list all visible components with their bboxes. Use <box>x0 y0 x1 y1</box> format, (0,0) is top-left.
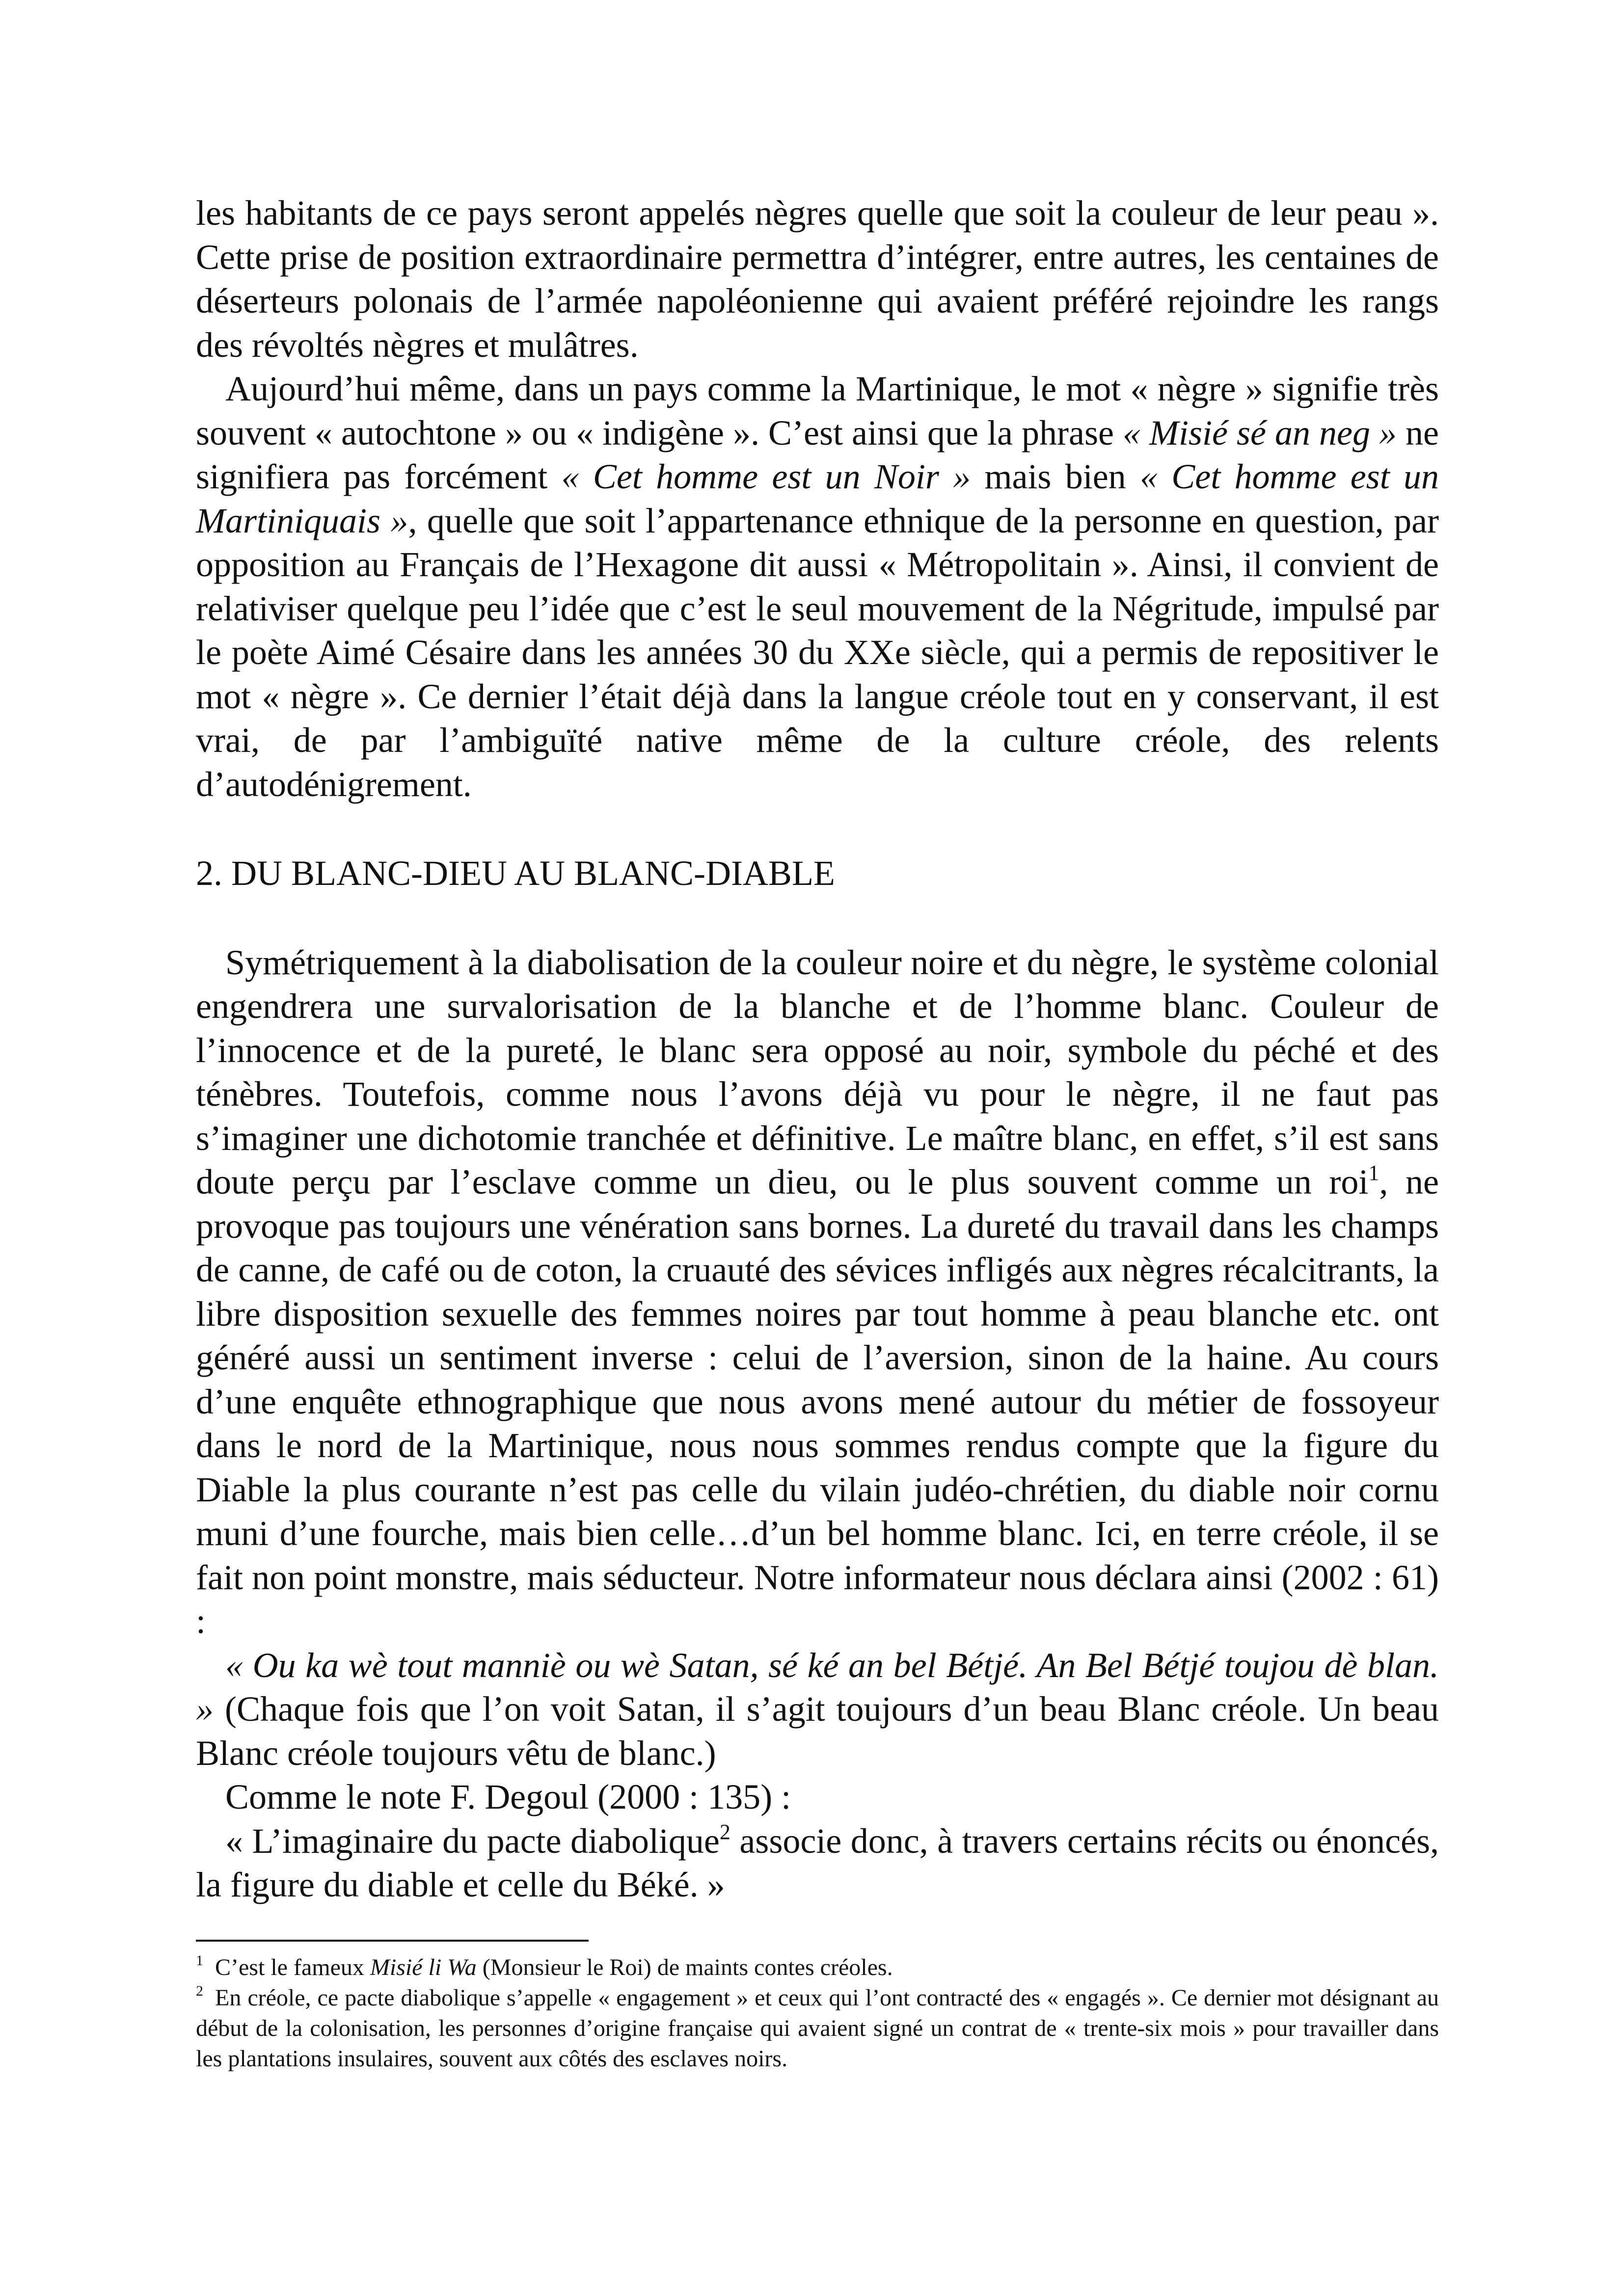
paragraph-1: les habitants de ce pays seront appelés nègres quelle que soit la couleur de leur peau ». Cette prise de position extraordinaire permettra d’intégrer, entre autres, les centaines de déserteurs polonais de l’armée napoléonienne qui avaient préféré rejoindre les rangs des révoltés nègres et mulâtres. <box>196 193 1439 365</box>
paragraph-2-text-2: ne signifiera pas forcément <box>196 413 1439 496</box>
footnotes <box>196 1940 1439 2074</box>
footnote-rule <box>196 1940 589 1942</box>
section-heading: 2. DU BLANC-DIEU AU BLANC-DIABLE <box>196 854 835 893</box>
footnote-1-text-2: (Monsieur le Roi) de maints contes créoles. <box>476 1954 893 1980</box>
informant-quote: « Ou ka wè tout manniè ou wè Satan, sé ké an bel Bétjé. An Bel Bétjé toujou dè blan. » <box>196 1645 1439 1729</box>
paragraph-6 <box>196 1819 1439 1907</box>
translation-martiniquais: « Cet homme est un Martiniquais » <box>196 457 1439 540</box>
quote-translation: (Chaque fois que l’on voit Satan, il s’agit toujours d’un beau Blanc créole. Un beau Blanc créole toujours vêtu de blanc.) <box>196 1689 1439 1773</box>
paragraph-3 <box>196 941 1439 1644</box>
footnote-ref-1: 1 <box>1368 1161 1380 1185</box>
paragraph-2-text-4: , quelle que soit l’appartenance ethnique de la personne en question, par opposition au Français de l’Hexagone dit aussi « Métropolitain ». Ainsi, il convient de relativiser quelque peu l’idée que c’est le seul mouvement de la Négritude, impulsé par le poète Aimé Césaire dans les années 30 du XXe siècle, qui a permis de repositiver le mot « nègre ». Ce dernier l’était déjà dans la langue créole tout en y conservant, il est vrai, de par l’ambiguïté native même de la culture créole, des relents d’autodénigrement. <box>196 501 1439 804</box>
paragraph-6-text-1: « L’imaginaire du pacte diabolique <box>225 1821 720 1861</box>
paragraph-4 <box>196 1644 1439 1776</box>
footnote-1-title: Misié li Wa <box>370 1954 477 1980</box>
footnote-number: 2 <box>196 1983 203 1999</box>
footnote-2 <box>196 1983 1439 2074</box>
footnote-1-text-1: C’est le fameux <box>215 1954 370 1980</box>
paragraph-6-text-2: associe donc, à travers certains récits ou énoncés, la figure du diable et celle du Béké. » <box>196 1821 1439 1904</box>
paragraph-2-text-1: Aujourd’hui même, dans un pays comme la Martinique, le mot « nègre » signifie très souvent « autochtone » ou « indigène ». C’est ainsi que la phrase <box>196 369 1439 453</box>
footnote-number: 1 <box>196 1952 203 1969</box>
footnote-1 <box>196 1952 1439 1983</box>
paragraph-2-text-3: mais bien <box>971 457 1140 496</box>
creole-phrase: « Misié sé an neg » <box>1122 413 1397 453</box>
paragraph-3-text-2: , ne provoque pas toujours une vénération sans bornes. La dureté du travail dans les champs de canne, de café ou de coton, la cruauté des sévices infligés aux nègres récalcitrants, la libre disposition sexuelle des femmes noires par tout homme à peau blanche etc. ont généré aussi un sentiment inverse : celui de l’aversion, sinon de la haine. Au cours d’une enquête ethnographique que nous avons mené autour du métier de fossoyeur dans le nord de la Martinique, nous nous sommes rendus compte que la figure du Diable la plus courante n’est pas celle du vilain judéo-chrétien, du diable noir cornu muni d’une fourche, mais bien celle…d’un bel homme blanc. Ici, en terre créole, il se fait non point monstre, mais séducteur. Notre informateur nous déclara ainsi (2002 : 61) : <box>196 1162 1439 1641</box>
footnote-2-text: En créole, ce pacte diabolique s’appelle « engagement » et ceux qui l’ont contracté des « engagés ». Ce dernier mot désignant au début de la colonisation, les personnes d’origine française qui avaient signé un contrat de « trente-six mois » pour travailler dans les plantations insulaires, souvent aux côtés des esclaves noirs. <box>196 1985 1439 2072</box>
paragraph-2 <box>196 367 1439 806</box>
paragraph-5: Comme le note F. Degoul (2000 : 135) : <box>225 1777 791 1816</box>
page-body <box>196 191 1439 1907</box>
paragraph-3-text-1: Symétriquement à la diabolisation de la couleur noire et du nègre, le système colonial engendrera une survalorisation de la blanche et de l’homme blanc. Couleur de l’innocence et de la pureté, le blanc sera opposé au noir, symbole du péché et des ténèbres. Toutefois, comme nous l’avons déjà vu pour le nègre, il ne faut pas s’imaginer une dichotomie tranchée et définitive. Le maître blanc, en effet, s’il est sans doute perçu par l’esclave comme un dieu, ou le plus souvent comme un roi <box>196 942 1439 1201</box>
translation-noir: « Cet homme est un Noir » <box>561 457 971 496</box>
footnote-ref-2: 2 <box>719 1819 730 1844</box>
